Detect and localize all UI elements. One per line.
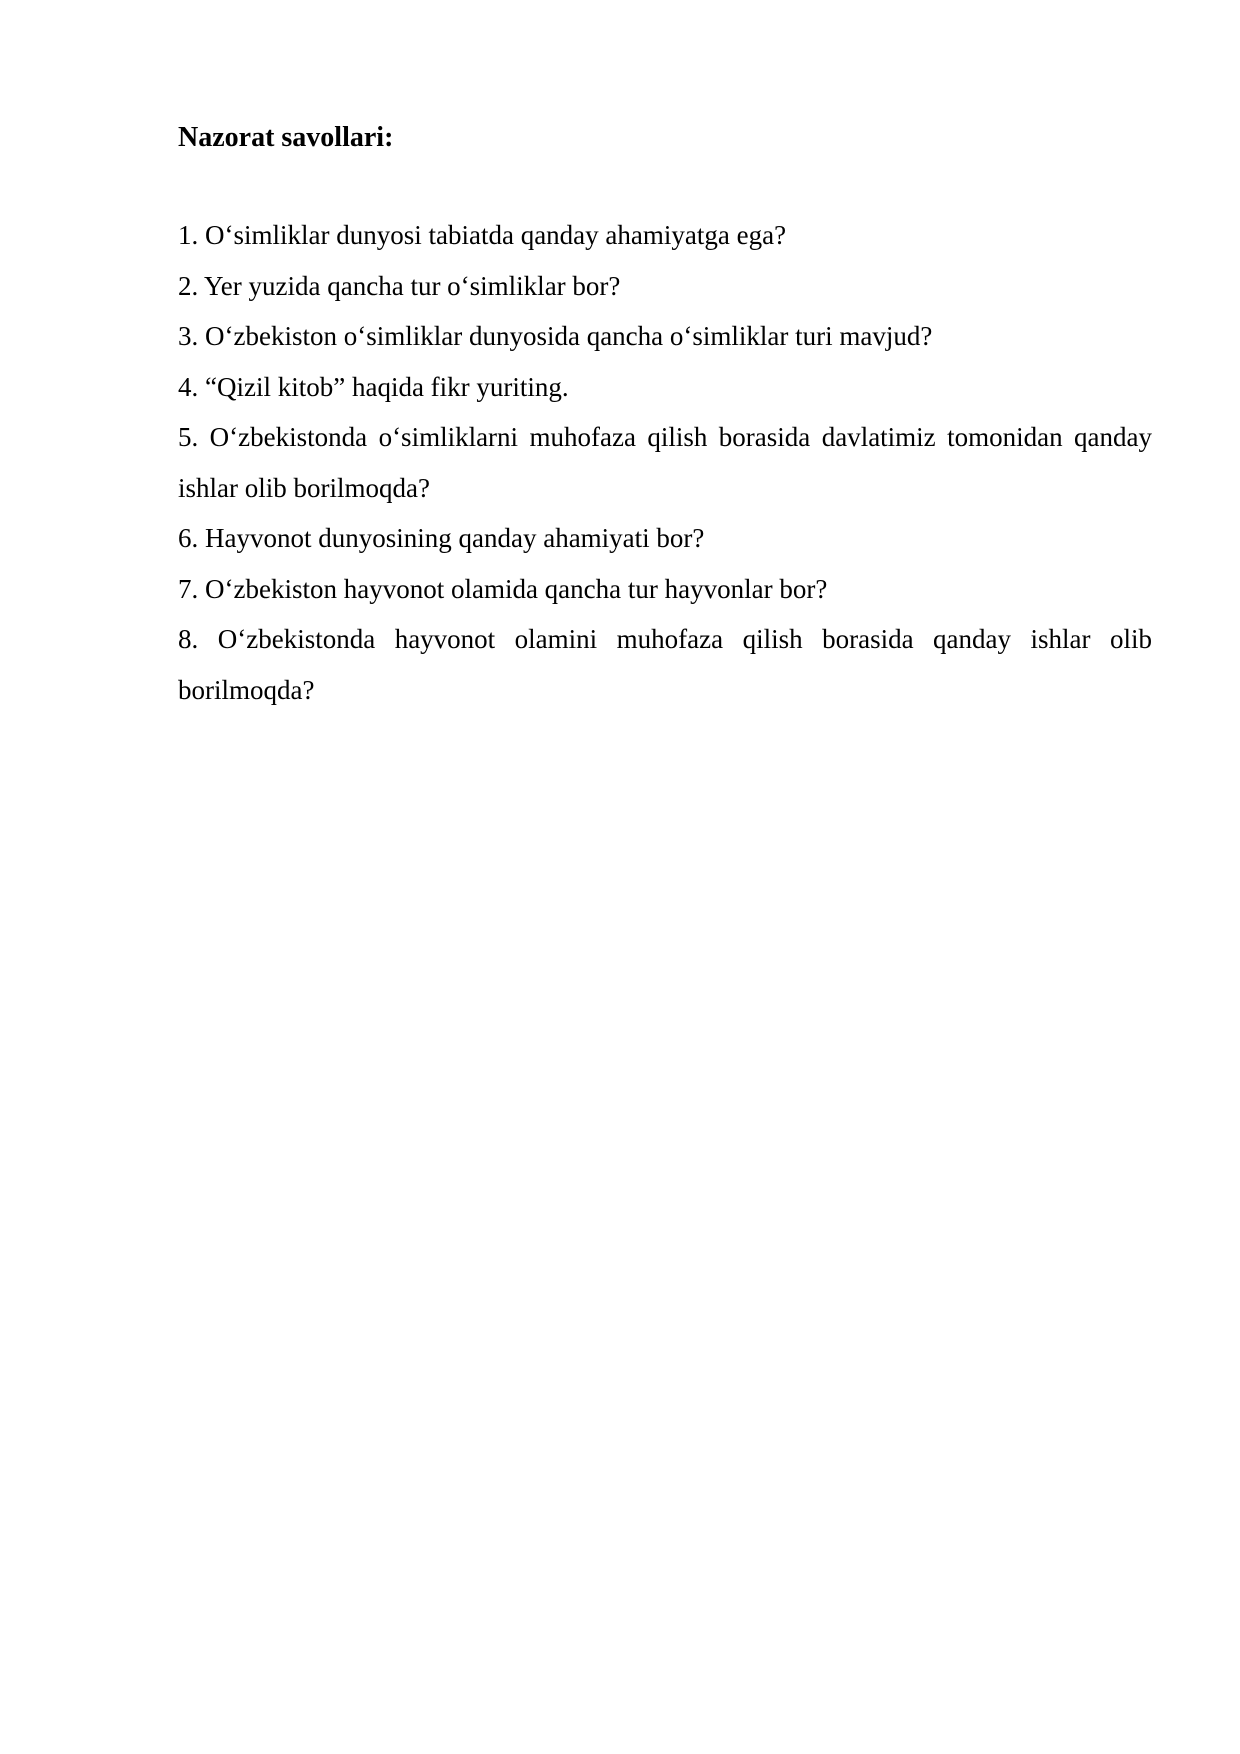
document-page [178, 118, 1152, 715]
question-item: 2. Yer yuzida qancha tur o‘simliklar bor? [178, 270, 621, 301]
question-item: 1. O‘simliklar dunyosi tabiatda qanday ahamiyatga ega? [178, 220, 787, 250]
question-list [178, 210, 1152, 715]
section-heading: Nazorat savollari: [178, 122, 394, 153]
question-item: 8. O‘zbekistonda hayvonot olamini muhofaza qilish borasida qanday ishlar olib borilmoqda? [178, 624, 1152, 705]
question-item: 6. Hayvonot dunyosining qanday ahamiyati bor? [178, 523, 705, 553]
question-item: 3. O‘zbekiston o‘simliklar dunyosida qancha o‘simliklar turi mavjud? [178, 321, 933, 351]
question-item: 4. “Qizil kitob” haqida fikr yuriting. [178, 371, 569, 402]
question-item: 7. O‘zbekiston hayvonot olamida qancha tur hayvonlar bor? [178, 573, 828, 604]
question-item: 5. O‘zbekistonda o‘simliklarni muhofaza qilish borasida davlatimiz tomonidan qanday ishlar olib borilmoqda? [178, 422, 1152, 503]
